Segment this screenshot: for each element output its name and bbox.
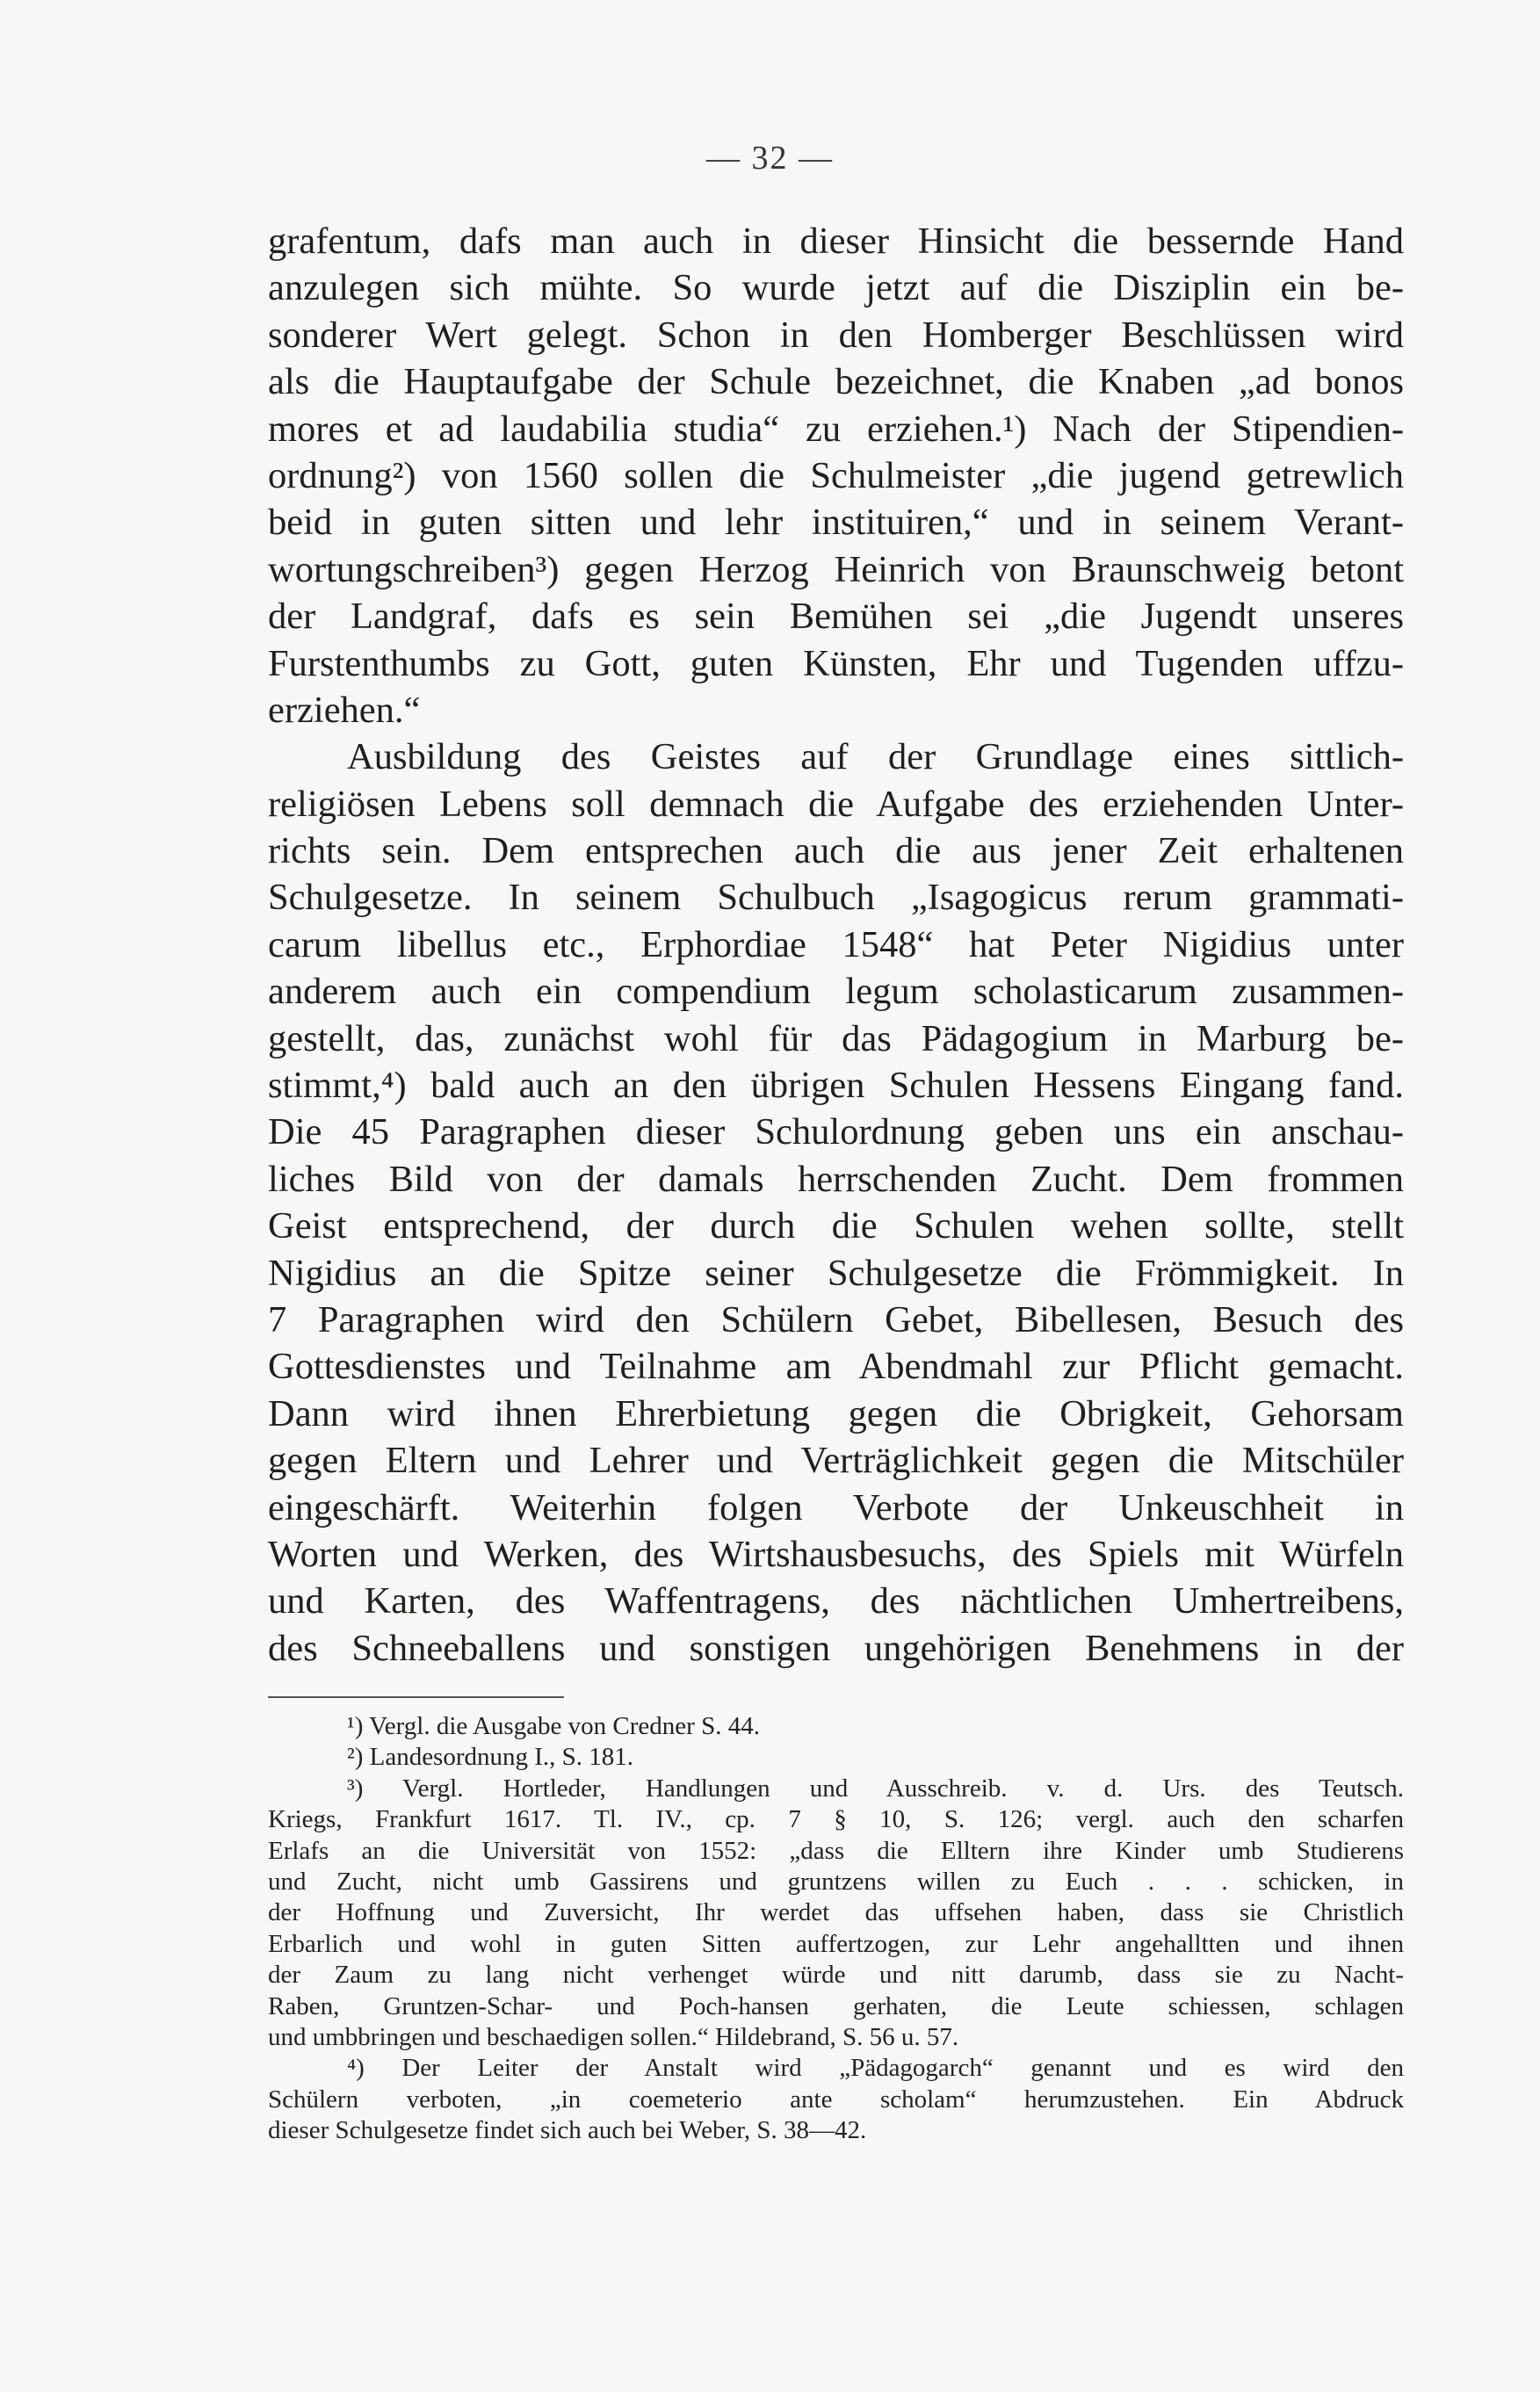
body-text [268, 218, 1404, 1672]
text-line: Worten und Werken, des Wirtshausbesuchs, des Spiels mit Würfeln [268, 1533, 1404, 1575]
footnote-line: ²) Landesordnung I., S. 181. [347, 1743, 634, 1772]
text-line: Dann wird ihnen Ehrerbietung gegen die Obrigkeit, Gehorsam [268, 1392, 1404, 1434]
footnote-line: der Hoffnung und Zuversicht, Ihr werdet das uffsehen haben, dass sie Christlich [268, 1898, 1404, 1927]
footnote-line: Schülern verboten, „in coemeterio ante scholam“ herumzustehen. Ein Abdruck [268, 2085, 1404, 2114]
text-line: 7 Paragraphen wird den Schülern Gebet, Bibellesen, Besuch des [268, 1298, 1404, 1341]
text-line: gegen Eltern und Lehrer und Verträglichkeit gegen die Mitschüler [268, 1440, 1404, 1482]
text-line: anzulegen sich mühte. So wurde jetzt auf die Disziplin ein be- [268, 267, 1404, 309]
text-line: Ausbildung des Geistes auf der Grundlage eines sittlich- [347, 736, 1404, 778]
text-line: Furstenthumbs zu Gott, guten Künsten, Ehr und Tugenden uffzu- [268, 642, 1404, 684]
footnote-divider [268, 1696, 564, 1698]
text-line: anderem auch ein compendium legum scholasticarum zusammen- [268, 971, 1404, 1013]
page-number: — 32 — [706, 140, 834, 177]
footnotes [268, 1711, 1404, 2146]
text-line: gestellt, das, zunächst wohl für das Pädagogium in Marburg be- [268, 1017, 1404, 1059]
text-line: Gottesdienstes und Teilnahme am Abendmahl zur Pflicht gemacht. [268, 1346, 1404, 1388]
text-line: des Schneeballens und sonstigen ungehörigen Benehmens in der [268, 1627, 1404, 1669]
footnote-line: Raben, Gruntzen-Schar- und Poch-hansen gerhaten, die Leute schiessen, schlagen [268, 1991, 1404, 2020]
text-line: sonderer Wert gelegt. Schon in den Homberger Beschlüssen wird [268, 314, 1404, 356]
text-line: ordnung²) von 1560 sollen die Schulmeister „die jugend getrewlich [268, 454, 1404, 496]
text-line: mores et ad laudabilia studia“ zu erziehen.¹) Nach der Stipendien- [268, 408, 1404, 450]
footnote-line: ¹) Vergl. die Ausgabe von Credner S. 44. [347, 1712, 760, 1740]
text-line: Die 45 Paragraphen dieser Schulordnung geben uns ein anschau- [268, 1111, 1404, 1153]
text-line: Geist entsprechend, der durch die Schulen wehen sollte, stellt [268, 1205, 1404, 1247]
footnote-line: und Zucht, nicht umb Gassirens und gruntzens willen zu Euch . . . schicken, in [268, 1867, 1404, 1896]
text-line: beid in guten sitten und lehr instituiren,“ und in seinem Verant- [268, 502, 1404, 544]
text-line: Schulgesetze. In seinem Schulbuch „Isagogicus rerum grammati- [268, 877, 1404, 919]
footnote-line: Erbarlich und wohl in guten Sitten auffertzogen, zur Lehr angehalltten und ihnen [268, 1929, 1404, 1958]
footnote-line: dieser Schulgesetze findet sich auch bei Weber, S. 38—42. [268, 2116, 867, 2145]
text-line: Nigidius an die Spitze seiner Schulgesetze die Frömmigkeit. In [268, 1252, 1404, 1294]
text-line: grafentum, dafs man auch in dieser Hinsicht die bessernde Hand [268, 220, 1404, 262]
text-line: eingeschärft. Weiterhin folgen Verbote der Unkeuschheit in [268, 1486, 1404, 1528]
text-line: carum libellus etc., Erphordiae 1548“ hat Peter Nigidius unter [268, 923, 1404, 965]
text-line: und Karten, des Waffentragens, des nächtlichen Umhertreibens, [268, 1580, 1404, 1622]
footnote-line: Kriegs, Frankfurt 1617. Tl. IV., cp. 7 § 10, S. 126; vergl. auch den scharfen [268, 1805, 1404, 1834]
text-line: als die Hauptaufgabe der Schule bezeichnet, die Knaben „ad bonos [268, 361, 1404, 403]
text-line: wortungschreiben³) gegen Herzog Heinrich von Braunschweig betont [268, 548, 1404, 590]
footnote-line: der Zaum zu lang nicht verhenget würde und nitt darumb, dass sie zu Nacht- [268, 1961, 1404, 1990]
footnote-line: Erlafs an die Universität von 1552: „dass die Elltern ihre Kinder umb Studierens [268, 1836, 1404, 1865]
footnote-line: und umbbringen und beschaedigen sollen.“ Hildebrand, S. 56 u. 57. [268, 2022, 959, 2051]
text-line: richts sein. Dem entsprechen auch die aus jener Zeit erhaltenen [268, 830, 1404, 872]
text-line: religiösen Lebens soll demnach die Aufgabe des erziehenden Unter- [268, 783, 1404, 825]
text-line: liches Bild von der damals herrschenden Zucht. Dem frommen [268, 1158, 1404, 1200]
text-line: stimmt,⁴) bald auch an den übrigen Schulen Hessens Eingang fand. [268, 1065, 1404, 1107]
text-line: der Landgraf, dafs es sein Bemühen sei „die Jugendt unseres [268, 596, 1404, 638]
text-line: erziehen.“ [268, 689, 421, 731]
footnote-line: ⁴) Der Leiter der Anstalt wird „Pädagogarch“ genannt und es wird den [347, 2054, 1404, 2083]
footnote-line: ³) Vergl. Hortleder, Handlungen und Ausschreib. v. d. Urs. des Teutsch. [347, 1774, 1404, 1803]
